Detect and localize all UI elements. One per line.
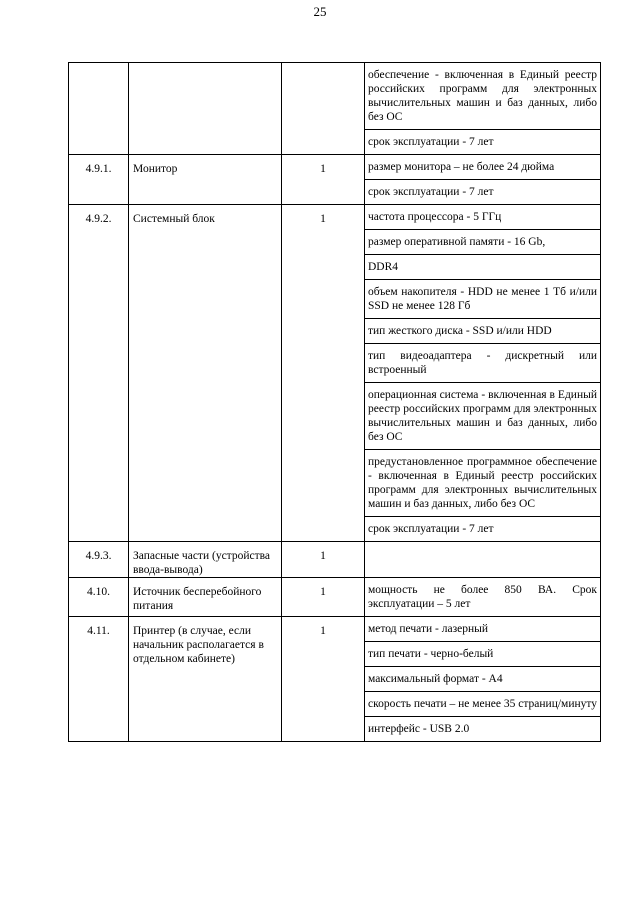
specification-table [68, 62, 601, 742]
item-number: 4.10. [69, 578, 129, 617]
spec-line: тип печати - черно-белый [365, 641, 600, 666]
spec-line: интерфейс - USB 2.0 [365, 716, 600, 741]
item-number: 4.9.3. [69, 542, 129, 578]
item-quantity: 1 [282, 155, 365, 205]
spec-line: обеспечение - включенная в Единый реестр российских программ для электронных вычислительных машин и баз данных, либо без ОС [368, 69, 597, 123]
spec-line: размер оперативной памяти - 16 Gb, [365, 229, 600, 254]
item-quantity: 1 [282, 617, 365, 742]
item-number: 4.11. [69, 617, 129, 742]
table-row [69, 155, 601, 205]
page-number: 25 [313, 4, 327, 19]
item-specifications [365, 617, 601, 742]
item-specifications [365, 63, 601, 155]
item-number [69, 63, 129, 155]
table-row [69, 542, 601, 578]
spec-line: операционная система - включенная в Единый реестр российских программ для электронных вычислительных машин и баз данных, либо без ОС [365, 382, 600, 449]
item-quantity: 1 [282, 205, 365, 542]
item-name: Запасные части (устройства ввода-вывода) [129, 542, 282, 578]
table-body [69, 63, 601, 742]
item-name: Источник бесперебойного питания [129, 578, 282, 617]
item-specifications [365, 542, 601, 578]
item-specifications [365, 155, 601, 205]
item-quantity: 1 [282, 542, 365, 578]
spec-line: объем накопителя - HDD не менее 1 Тб и/или SSD не менее 128 Гб [365, 279, 600, 318]
spec-line: мощность не более 850 ВА. Срок эксплуатации – 5 лет [368, 584, 597, 610]
table-row [69, 617, 601, 742]
spec-line: DDR4 [365, 254, 600, 279]
item-name: Монитор [129, 155, 282, 205]
table-row [69, 578, 601, 617]
spec-line: тип видеоадаптера - дискретный или встроенный [365, 343, 600, 382]
item-name [129, 63, 282, 155]
spec-line: скорость печати – не менее 35 страниц/минуту [365, 691, 600, 716]
spec-line: срок эксплуатации - 7 лет [365, 129, 600, 154]
item-number: 4.9.2. [69, 205, 129, 542]
item-specifications [365, 578, 601, 617]
spec-line: тип жесткого диска - SSD и/или HDD [365, 318, 600, 343]
table-row [69, 205, 601, 542]
spec-line: максимальный формат - А4 [365, 666, 600, 691]
spec-line: срок эксплуатации - 7 лет [365, 179, 600, 204]
item-quantity: 1 [282, 578, 365, 617]
table-row [69, 63, 601, 155]
spec-line: размер монитора – не более 24 дюйма [368, 161, 555, 173]
spec-line: метод печати - лазерный [368, 623, 488, 635]
item-number: 4.9.1. [69, 155, 129, 205]
spec-line: срок эксплуатации - 7 лет [365, 516, 600, 541]
spec-line: частота процессора - 5 ГГц [368, 211, 502, 223]
item-name: Принтер (в случае, если начальник располагается в отдельном кабинете) [129, 617, 282, 742]
spec-line [365, 542, 600, 566]
spec-line: предустановленное программное обеспечение - включенная в Единый реестр российских программ для электронных вычислительных машин и баз данных, либо без ОС [365, 449, 600, 516]
item-specifications [365, 205, 601, 542]
item-name: Системный блок [129, 205, 282, 542]
item-quantity [282, 63, 365, 155]
